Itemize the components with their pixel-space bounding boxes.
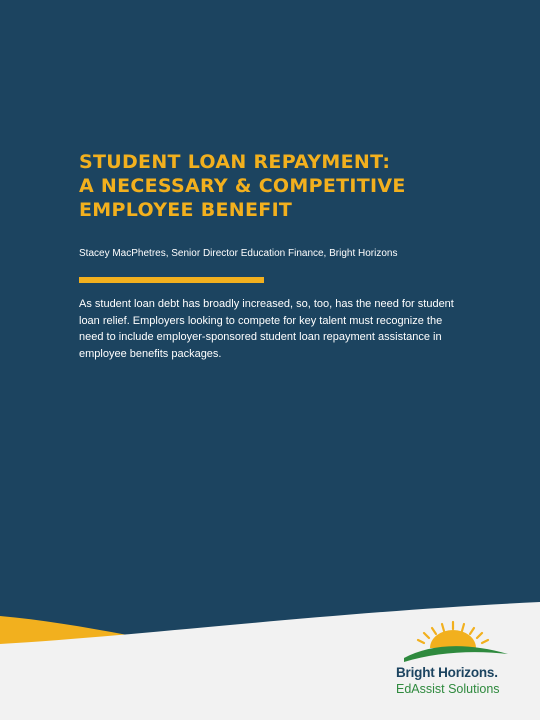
intro-paragraph: As student loan debt has broadly increased, so, too, has the need for student loan relief. Employers looking to compete for key talent must recognize the need to include employer-sponsored student loan repayment assistance in employee benefits packages. [79,298,454,360]
logo-brand-name: Bright Horizons. [396,665,498,680]
title-line-2: A NECESSARY & COMPETITIVE [79,175,406,197]
bright-horizons-logo [396,618,526,708]
logo-product-name: EdAssist Solutions [396,682,500,696]
title-line-3: EMPLOYEE BENEFIT [79,199,293,221]
sunrise-logo-icon [396,618,514,664]
title-line-1: STUDENT LOAN REPAYMENT: [79,151,391,173]
accent-divider [79,277,264,283]
author-byline: Stacey MacPhetres, Senior Director Education Finance, Bright Horizons [79,248,398,259]
document-title [79,150,499,222]
